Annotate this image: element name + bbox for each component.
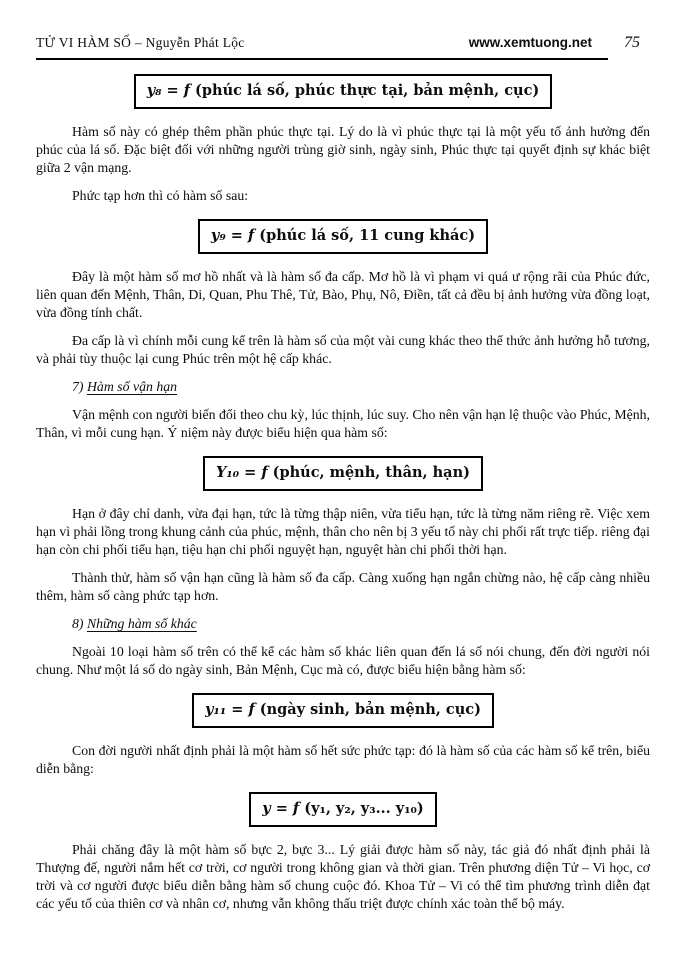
formula-args: (ngày sinh, bản mệnh, cục) <box>254 701 481 718</box>
formula-row-y-general <box>36 792 650 827</box>
heading-label: Những hàm số khác <box>86 616 197 631</box>
section-heading-8 <box>36 615 650 633</box>
page-number: 75 <box>624 34 640 51</box>
formula-variable: y <box>262 800 271 817</box>
formula-variable: Y₁₀ <box>216 464 240 481</box>
formula-equals: = <box>270 800 293 817</box>
paragraph-mo-ho: Đây là một hàm số mơ hồ nhất và là hàm số đa cấp. Mơ hồ là vì phạm vi quá ư rộng rãi của Phúc đức, liên quan đến Mệnh, Thân, Di, Quan, Phu Thê, Tử, Bào, Phụ, Nô, Điền, tất cả đều bị ảnh hưởng vừa đồng loạt, vừa đồng tính chất. <box>36 269 650 320</box>
formula-fname: f <box>247 227 255 244</box>
formula-box-y9 <box>198 219 488 254</box>
paragraph-van-menh: Vận mệnh con người biến đổi theo chu kỳ, lúc thịnh, lúc suy. Cho nên vận hạn lệ thuộc vào Phúc, Mệnh, Thân, vì mỗi cung hạn. Ý niệm này được biểu hiện qua hàm số: <box>36 407 650 440</box>
formula-row-y8 <box>36 74 650 109</box>
formula-equals: = <box>161 82 184 99</box>
formula-equals: = <box>239 464 262 481</box>
paragraph-con-doi-nguoi: Con đời người nhất định phải là một hàm số hết sức phức tạp: đó là hàm số của các hàm số kể trên, biểu diễn bằng: <box>36 743 650 776</box>
formula-box-y10 <box>203 456 483 491</box>
formula-variable: y₈ <box>146 82 162 99</box>
paragraph-da-cap: Đa cấp là vì chính mỗi cung kể trên là hàm số của một vài cung khác theo thể thức ảnh hưởng hỗ tương, và phải tùy thuộc lại cung Phúc trên một hệ cấp khác. <box>36 333 650 366</box>
paragraph-phuc-thuc-tai: Hàm số này có ghép thêm phần phúc thực tại. Lý do là vì phúc thực tại là một yếu tố ảnh hưởng đến phúc của lá số. Đặc biệt đối với những người trùng giờ sinh, ngày sinh, Phúc thực tại quyết định sự khác biệt giữa 2 vận mạng. <box>36 124 650 175</box>
formula-equals: = <box>225 227 248 244</box>
section-heading-7 <box>36 378 650 396</box>
paragraph-phuc-tap-hon: Phức tạp hơn thì có hàm số sau: <box>72 188 249 203</box>
formula-box-y8 <box>134 74 553 109</box>
page-header <box>36 34 640 52</box>
formula-args: (phúc lá số, phúc thực tại, bản mệnh, cục) <box>189 82 540 99</box>
formula-box-y-general <box>249 792 437 827</box>
formula-args: (phúc, mệnh, thân, hạn) <box>267 464 470 481</box>
header-divider <box>36 58 608 60</box>
formula-variable: y₁₁ <box>205 701 227 718</box>
formula-fname: f <box>183 82 190 99</box>
formula-args: (phúc lá số, 11 cung khác) <box>254 227 476 244</box>
paragraph-ngoai-10-loai: Ngoài 10 loại hàm số trên có thể kể các hàm số khác liên quan đến lá số nói chung, đến đời người nói chung. Như một lá số do ngày sinh, Bản Mệnh, Cục mà có, được biểu hiện bằng hàm số: <box>36 644 650 677</box>
formula-equals: = <box>226 701 249 718</box>
paragraph-phai-chang: Phải chăng đây là một hàm số bực 2, bực 3... Lý giải được hàm số này, tác giả đó nhất định phải là Thượng đế, người nắm hết cơ trời, cơ người trong không gian và thời gian. Trên phương diện Tử – Vi học, cơ trời và cơ người được biểu diễn bằng hàm số chung cuộc đó. Khoa Tử – Vi có thể tìm phương trình diễn đạt các yếu tố của thiên cơ và nhân cơ, nhưng vẫn không thấu triệt được chính xác toàn thể bộ máy. <box>36 842 650 911</box>
formula-fname: f <box>261 464 268 481</box>
paragraph-han-o-day: Hạn ở đây chỉ danh, vừa đại hạn, tức là từng thập niên, vừa tiểu hạn, tức là từng năm riêng rẽ. Việc xem hạn vì phải lồng trong khung cảnh của phúc, mệnh, thân cho nên bị 3 yếu tố này chi phối rất trực tiếp. riêng đại hạn còn chi phối tiểu hạn, tiệu hạn chi phối nguyệt hạn, nguyệt hàn chi phối thời hạn. <box>36 506 650 557</box>
header-right-group <box>469 34 640 52</box>
formula-fname: f <box>292 800 300 817</box>
formula-args: (y₁, y₂, y₃... y₁₀) <box>299 800 424 817</box>
heading-label: Hàm số vận hạn <box>86 379 178 394</box>
formula-row-y10 <box>36 456 650 491</box>
heading-number: 8) <box>72 616 87 631</box>
website-url: www.xemtuong.net <box>468 35 592 50</box>
formula-fname: f <box>248 701 255 718</box>
formula-row-y11 <box>36 693 650 728</box>
page-body <box>36 74 650 913</box>
book-title: TỬ VI HÀM SỐ – Nguyễn Phát Lộc <box>36 35 245 50</box>
paragraph-thanh-thu: Thành thử, hàm số vận hạn cũng là hàm số đa cấp. Càng xuống hạn ngắn chừng nào, hệ cấp càng nhiều thêm, hàm số càng phức tạp hơn. <box>36 570 650 603</box>
formula-box-y11 <box>192 693 494 728</box>
formula-row-y9 <box>36 219 650 254</box>
heading-number: 7) <box>72 379 87 394</box>
formula-variable: y₉ <box>210 227 226 244</box>
